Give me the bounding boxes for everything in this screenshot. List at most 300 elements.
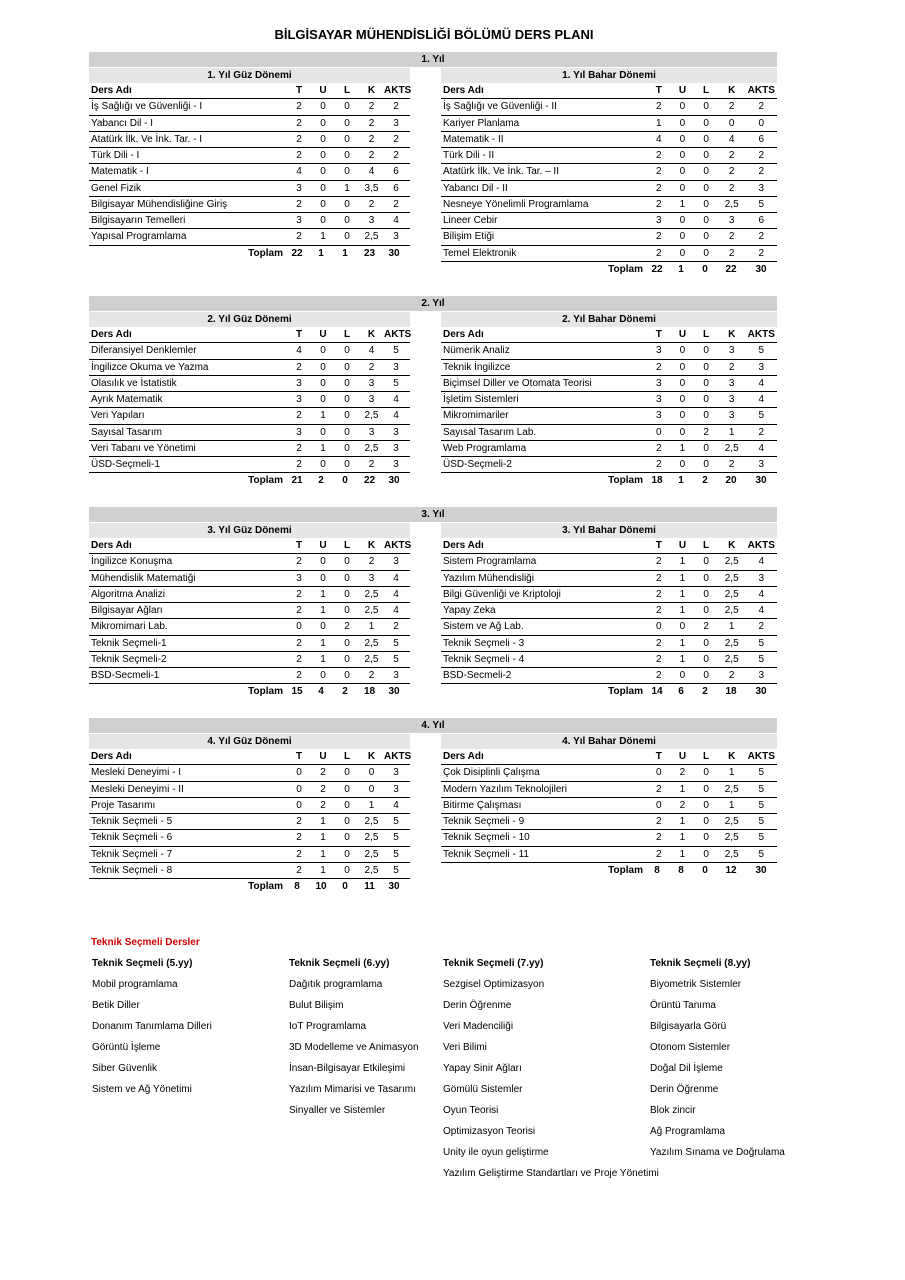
col-akts: 4 (758, 588, 765, 600)
course-name: Veri Yapıları (91, 410, 145, 422)
col-akts: 6 (758, 215, 765, 226)
col-u: 8 (678, 864, 684, 876)
course-name: Çok Disiplinli Çalışma (443, 767, 540, 779)
elective-item: Yazılım Sınama ve Doğrulama (650, 1147, 785, 1158)
semester-spring (441, 312, 777, 490)
col-l-header: L (343, 329, 351, 340)
course-name: Bitirme Çalışması (443, 799, 522, 811)
semester-fall (89, 68, 410, 262)
col-k: 3 (368, 394, 375, 405)
col-name-header: Ders Adı (443, 751, 484, 762)
col-akts: 5 (758, 410, 765, 422)
col-akts: 3 (393, 117, 399, 129)
col-l: 0 (703, 101, 709, 113)
col-l: 0 (703, 166, 709, 178)
col-l-header: L (343, 540, 351, 551)
course-name: İş Sağlığı ve Güvenliği - I (91, 101, 203, 113)
elective-item: Betik Diller (92, 1000, 140, 1011)
col-akts: 3 (393, 767, 399, 779)
course-name: Biçimsel Diller ve Otomata Teorisi (443, 377, 592, 389)
col-t: 4 (296, 166, 302, 178)
col-l: 1 (344, 182, 350, 194)
col-l: 0 (344, 864, 350, 876)
col-k: 1 (728, 621, 735, 633)
col-k-header: K (367, 85, 376, 96)
col-u: 2 (320, 799, 326, 811)
course-name: Teknik Seçmeli - 10 (443, 832, 530, 844)
course-name: İş Sağlığı ve Güvenliği - II (443, 101, 557, 113)
elective-item: Örüntü Tanıma (650, 1000, 716, 1011)
col-akts: 5 (758, 653, 765, 665)
col-akts: 3 (393, 442, 399, 454)
col-t: 2 (296, 101, 302, 113)
course-name: Bilişim Etiği (443, 231, 495, 243)
col-akts: 2 (758, 426, 765, 438)
col-l: 0 (703, 345, 709, 357)
col-akts-header: AKTS (747, 329, 775, 340)
year-label: 2. Yıl (89, 296, 777, 311)
course-row (441, 392, 777, 408)
course-name: Teknik Seçmeli-2 (91, 653, 167, 665)
col-akts-header: AKTS (384, 751, 412, 762)
col-u: 0 (320, 394, 326, 405)
col-k: 2,5 (364, 816, 379, 827)
column-header-row (441, 538, 777, 554)
col-t-header: T (295, 329, 303, 340)
col-k: 2 (728, 182, 735, 194)
col-k: 2,5 (724, 848, 739, 860)
course-name: Modern Yazılım Teknolojileri (443, 783, 567, 795)
col-l: 0 (703, 605, 709, 616)
col-k: 22 (725, 263, 737, 275)
course-name: BSD-Secmeli-2 (443, 670, 512, 681)
course-row (89, 132, 410, 148)
col-u: 0 (679, 361, 686, 373)
col-t: 0 (296, 621, 302, 633)
col-t: 2 (296, 442, 302, 454)
col-k: 2,5 (364, 231, 379, 243)
col-k-header: K (367, 540, 376, 551)
col-akts: 5 (393, 864, 399, 876)
col-k: 2,5 (364, 410, 379, 422)
col-u: 1 (320, 588, 326, 600)
col-k: 2 (728, 166, 735, 178)
col-l: 0 (703, 848, 709, 860)
col-akts: 5 (758, 816, 765, 827)
course-name: Kariyer Planlama (443, 117, 520, 129)
col-k: 3 (368, 215, 375, 226)
col-t: 2 (656, 572, 662, 584)
col-k: 18 (725, 686, 737, 698)
col-l: 0 (344, 459, 350, 470)
course-row (441, 376, 777, 392)
col-l: 0 (344, 832, 350, 844)
col-l: 0 (344, 767, 350, 779)
col-u: 1 (678, 475, 684, 487)
col-k: 2,5 (724, 832, 739, 844)
elective-column (92, 958, 212, 1105)
col-k: 0 (368, 783, 375, 795)
course-row (89, 652, 410, 668)
col-t: 2 (656, 556, 662, 568)
col-akts: 2 (393, 133, 399, 145)
col-u: 0 (320, 345, 326, 357)
col-l: 0 (703, 150, 709, 161)
col-u: 0 (679, 410, 686, 422)
col-name-header: Ders Adı (443, 329, 484, 340)
col-k: 1 (728, 426, 735, 438)
semester-title: 2. Yıl Güz Dönemi (89, 312, 410, 327)
course-name: Yazılım Mühendisliği (443, 572, 534, 584)
col-t-header: T (295, 540, 303, 551)
col-t: 2 (656, 459, 662, 470)
col-t: 2 (296, 637, 302, 649)
col-t: 2 (656, 670, 662, 681)
course-name: Diferansiyel Denklemler (91, 345, 197, 357)
elective-item: IoT Programlama (289, 1021, 367, 1032)
col-t: 2 (656, 182, 662, 194)
elective-item: 3D Modelleme ve Animasyon (289, 1042, 419, 1053)
course-row (441, 603, 777, 619)
col-t: 2 (656, 150, 662, 161)
col-l: 0 (703, 133, 709, 145)
col-t: 2 (656, 588, 662, 600)
col-t: 3 (656, 215, 662, 226)
elective-item: Ağ Programlama (650, 1126, 726, 1137)
semester-fall (89, 312, 410, 490)
col-u: 0 (320, 133, 326, 145)
course-name: Bilgisayar Ağları (91, 605, 163, 616)
col-t: 3 (296, 394, 302, 405)
col-k: 12 (725, 864, 737, 876)
col-u: 1 (320, 816, 326, 827)
course-row (441, 554, 777, 570)
course-name: Sistem ve Ağ Lab. (443, 621, 524, 633)
col-t: 2 (656, 605, 662, 616)
elective-item: Yapay Sinir Ağları (443, 1063, 522, 1074)
elective-item: Veri Bilimi (443, 1042, 487, 1053)
col-l: 0 (703, 556, 709, 568)
elective-item: Bulut Bilişim (289, 1000, 344, 1011)
col-t: 2 (656, 653, 662, 665)
elective-item: Yazılım Geliştirme Standartları ve Proje Yönetimi (443, 1168, 659, 1179)
col-u: 1 (679, 832, 686, 844)
col-akts: 5 (758, 832, 765, 844)
course-row (89, 863, 410, 879)
col-l: 0 (703, 459, 709, 470)
course-name: ÜSD-Seçmeli-1 (91, 459, 160, 470)
col-l: 0 (344, 410, 350, 422)
total-row (89, 246, 410, 262)
col-t: 8 (654, 864, 660, 876)
col-k: 2,5 (724, 442, 739, 454)
elective-item: Sistem ve Ağ Yönetimi (92, 1084, 192, 1095)
col-u: 1 (320, 410, 326, 422)
col-akts: 2 (393, 621, 399, 633)
course-row (441, 798, 777, 814)
col-l: 0 (344, 231, 350, 243)
col-akts: 5 (758, 767, 765, 779)
course-row (89, 408, 410, 424)
col-u: 0 (679, 231, 686, 243)
semester-title: 4. Yıl Bahar Dönemi (441, 734, 777, 749)
col-l: 0 (342, 881, 348, 892)
col-l: 0 (344, 588, 350, 600)
col-t: 8 (294, 881, 300, 892)
col-k: 1 (728, 799, 735, 811)
col-u: 0 (320, 377, 326, 389)
course-row (89, 457, 410, 473)
course-name: Toplam (248, 686, 283, 698)
col-k: 3 (368, 377, 375, 389)
col-u: 1 (679, 198, 686, 210)
col-t: 2 (656, 442, 662, 454)
col-akts: 3 (393, 361, 399, 373)
col-l: 0 (703, 572, 709, 584)
col-u: 1 (320, 231, 326, 243)
col-l: 0 (703, 410, 709, 422)
col-u: 0 (320, 166, 326, 178)
col-u: 0 (320, 182, 326, 194)
col-u: 0 (679, 133, 686, 145)
col-akts: 3 (393, 459, 399, 470)
course-name: Matematik - II (443, 133, 504, 145)
col-u: 0 (320, 198, 326, 210)
course-name: Lineer Cebir (443, 215, 498, 226)
col-u: 2 (679, 767, 686, 779)
semester-title: 2. Yıl Bahar Dönemi (441, 312, 777, 327)
elective-item: Derin Öğrenme (650, 1084, 719, 1095)
semester-title: 1. Yıl Bahar Dönemi (441, 68, 777, 83)
col-u: 1 (320, 864, 326, 876)
col-t: 2 (296, 198, 302, 210)
col-k: 3 (728, 410, 735, 422)
col-t-header: T (295, 751, 303, 762)
col-u: 2 (320, 767, 326, 779)
col-akts: 2 (758, 166, 765, 178)
col-l: 0 (344, 556, 350, 568)
col-akts: 4 (393, 394, 399, 405)
col-t: 2 (296, 231, 302, 243)
col-t: 2 (296, 588, 302, 600)
col-k: 2,5 (364, 864, 379, 876)
col-u: 1 (679, 605, 686, 616)
col-u: 1 (679, 588, 686, 600)
col-l: 0 (703, 361, 709, 373)
col-l: 0 (703, 394, 709, 405)
course-row (441, 99, 777, 115)
col-t: 0 (656, 767, 662, 779)
course-row (89, 343, 410, 359)
col-k: 2 (368, 117, 375, 129)
course-name: Algoritma Analizi (91, 588, 165, 600)
col-k: 2,5 (364, 637, 379, 649)
course-name: Yapay Zeka (443, 605, 496, 616)
col-u: 0 (679, 670, 686, 681)
course-row (441, 360, 777, 376)
course-row (89, 376, 410, 392)
col-akts: 30 (755, 686, 767, 698)
col-akts: 5 (393, 848, 399, 860)
col-u: 1 (679, 572, 686, 584)
total-row (441, 863, 777, 879)
col-u: 0 (320, 361, 326, 373)
semester-fall (89, 734, 410, 895)
course-row (89, 765, 410, 781)
electives-heading: Teknik Seçmeli Dersler (91, 937, 200, 948)
col-k: 11 (364, 881, 375, 892)
course-name: Yabancı Dil - II (443, 182, 508, 194)
course-row (89, 197, 410, 213)
col-akts: 4 (758, 377, 765, 389)
col-u-header: U (319, 751, 327, 762)
col-l: 0 (344, 166, 350, 178)
col-akts: 3 (758, 670, 765, 681)
col-l: 2 (702, 475, 708, 487)
col-akts: 2 (758, 150, 765, 161)
col-akts: 3 (393, 426, 399, 438)
col-l: 0 (344, 150, 350, 161)
course-row (89, 847, 410, 863)
col-t: 2 (656, 637, 662, 649)
elective-column-title: Teknik Seçmeli (8.yy) (650, 958, 751, 969)
col-akts: 5 (393, 832, 399, 844)
course-name: Teknik Seçmeli - 11 (443, 848, 529, 860)
col-name-header: Ders Adı (443, 85, 484, 96)
col-akts: 30 (755, 864, 767, 876)
col-t: 3 (656, 377, 662, 389)
course-name: Toplam (608, 864, 643, 876)
col-u: 1 (679, 653, 686, 665)
total-row (89, 473, 410, 489)
col-akts: 4 (393, 588, 399, 600)
course-row (441, 636, 777, 652)
elective-item: Unity ile oyun geliştirme (443, 1147, 549, 1158)
col-akts: 5 (758, 848, 765, 860)
col-u: 1 (679, 556, 686, 568)
col-t: 2 (296, 150, 302, 161)
col-l: 0 (703, 117, 709, 129)
semester-spring (441, 734, 777, 879)
col-akts: 30 (755, 475, 767, 487)
course-row (441, 457, 777, 473)
semester-title: 3. Yıl Bahar Dönemi (441, 523, 777, 538)
col-l-header: L (703, 751, 710, 762)
col-u: 0 (320, 426, 326, 438)
col-akts: 6 (393, 166, 399, 178)
col-u: 1 (678, 263, 684, 275)
year-section (89, 52, 777, 275)
col-akts: 6 (393, 182, 399, 194)
course-name: Mühendislik Matematiği (91, 572, 196, 584)
col-u: 0 (679, 215, 686, 226)
col-t: 2 (296, 605, 302, 616)
course-name: Teknik Seçmeli - 7 (91, 848, 173, 860)
col-k: 2 (368, 133, 375, 145)
course-row (89, 814, 410, 830)
col-t: 0 (296, 799, 302, 811)
col-u: 0 (320, 670, 326, 681)
course-row (441, 814, 777, 830)
column-header-row (441, 83, 777, 99)
course-name: Sayısal Tasarım Lab. (443, 426, 537, 438)
col-k: 0 (368, 767, 375, 779)
col-k: 2 (728, 231, 735, 243)
col-k: 2 (368, 101, 375, 113)
col-t: 2 (656, 361, 662, 373)
col-u: 0 (320, 621, 326, 633)
col-l: 2 (703, 426, 709, 438)
col-u-header: U (319, 329, 327, 340)
col-l: 0 (703, 588, 709, 600)
course-row (441, 830, 777, 846)
col-l: 0 (703, 215, 709, 226)
col-akts: 4 (393, 605, 399, 616)
col-akts: 4 (393, 410, 399, 422)
course-row (89, 782, 410, 798)
elective-item: Sinyaller ve Sistemler (289, 1105, 386, 1116)
year-section (89, 296, 777, 487)
col-u: 0 (679, 621, 686, 633)
course-name: İşletim Sistemleri (443, 394, 519, 405)
col-name-header: Ders Adı (91, 329, 132, 340)
course-row (89, 360, 410, 376)
col-t: 2 (296, 864, 302, 876)
col-k: 2,5 (364, 605, 379, 616)
course-row (441, 441, 777, 457)
column-header-row (89, 749, 410, 765)
course-name: Mikromimariler (443, 410, 509, 422)
col-l: 0 (703, 767, 709, 779)
col-u: 10 (315, 881, 327, 892)
col-akts: 5 (393, 653, 399, 665)
total-row (441, 684, 777, 700)
col-t: 2 (296, 848, 302, 860)
col-u: 0 (320, 572, 326, 584)
elective-item: Gömülü Sistemler (443, 1084, 523, 1095)
col-k: 2,5 (364, 848, 379, 860)
course-row (89, 148, 410, 164)
col-u: 0 (679, 182, 686, 194)
col-k: 1 (368, 621, 375, 633)
col-k: 3,5 (364, 182, 379, 194)
semester-title: 4. Yıl Güz Dönemi (89, 734, 410, 749)
col-akts: 4 (393, 215, 399, 226)
col-u: 0 (679, 117, 686, 129)
col-u: 2 (679, 799, 686, 811)
year-label: 1. Yıl (89, 52, 777, 67)
col-akts-header: AKTS (384, 85, 412, 96)
col-l: 0 (702, 864, 708, 876)
course-name: ÜSD-Seçmeli-2 (443, 459, 512, 470)
col-t: 2 (656, 783, 662, 795)
col-akts: 30 (755, 263, 767, 275)
course-name: Teknik Seçmeli - 8 (91, 864, 173, 876)
col-l: 0 (703, 377, 709, 389)
col-u: 1 (320, 605, 326, 616)
col-k: 22 (363, 475, 376, 487)
col-l: 0 (703, 442, 709, 454)
col-akts: 5 (393, 377, 399, 389)
col-t: 2 (296, 670, 302, 681)
col-k: 2 (728, 670, 735, 681)
col-akts-header: AKTS (747, 751, 775, 762)
col-k: 2,5 (724, 572, 739, 584)
course-row (89, 668, 410, 684)
elective-item: Blok zincir (650, 1105, 696, 1116)
col-u: 0 (320, 556, 326, 568)
course-name: Toplam (608, 263, 643, 275)
